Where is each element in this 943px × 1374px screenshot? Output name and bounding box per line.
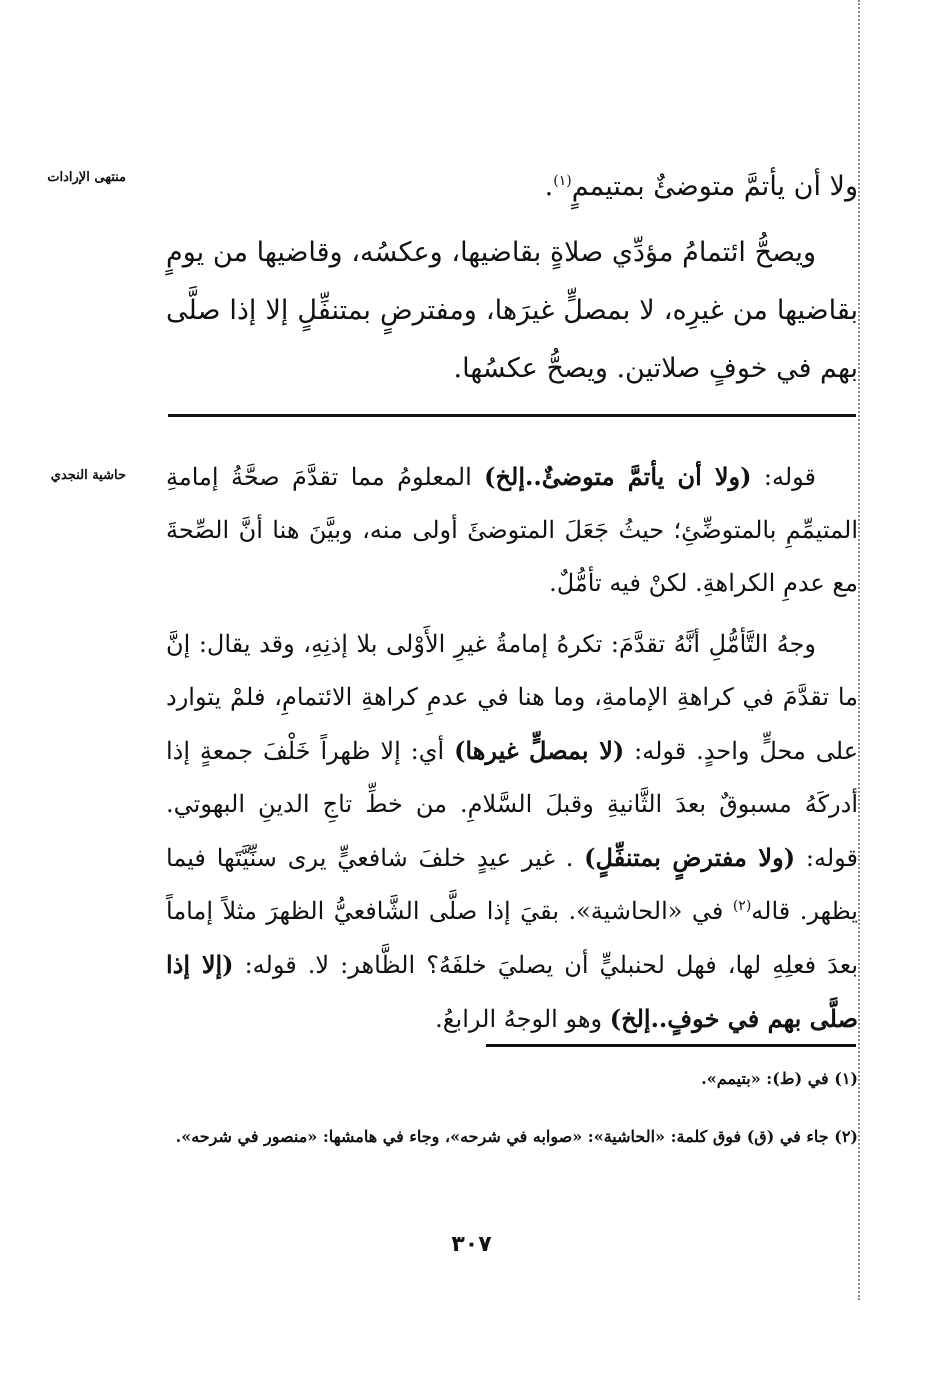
- margin-dotted-line: [858, 0, 860, 1300]
- footnote-ref-1: (١): [553, 173, 572, 189]
- section-divider: [168, 414, 856, 417]
- quoted-phrase: (لا بمصلٍّ غيرها): [454, 736, 625, 765]
- commentary-title-margin-label: حاشية النجدي: [50, 468, 126, 483]
- quoted-phrase: (ولا مفترضٍ بمتنفِّلٍ): [584, 843, 796, 872]
- commentary-text: أي: إلا ظهراً خَلْفَ جمعةٍ إذا أدركَهُ مسبوقٌ بعدَ الثَّانيةِ وقبلَ السَّلامِ. من خطِّ تاجِ الدينِ البهوتي. قوله:: [166, 737, 858, 872]
- footnote-ref-2: (٢): [732, 898, 752, 914]
- main-text-period: .: [544, 171, 554, 202]
- commentary-paragraph-2: [166, 618, 858, 1046]
- footnotes-block: [166, 1050, 858, 1166]
- commentary-block: [166, 450, 858, 1046]
- commentary-paragraph-1: [166, 450, 858, 610]
- book-title-margin-label: منتهى الإرادات: [47, 170, 126, 185]
- page-number: ٣٠٧: [451, 1232, 492, 1257]
- commentary-text: وهو الوجهُ الرابعُ.: [435, 1005, 610, 1033]
- quoted-phrase: (إلا إذا صلَّى بهم في خوفٍ..إلخ): [166, 950, 858, 1033]
- main-text-paragraph-1: [166, 158, 858, 216]
- commentary-text: قوله:: [751, 463, 817, 491]
- main-text-paragraph-2: ويصحُّ ائتمامُ مؤدِّي صلاةٍ بقاضيها، وعكسُه، وقاضيها من يومٍ بقاضيها من غيرِه، لا بمصلٍّ غيرَها، ومفترضٍ بمتنفِّلٍ إلا إذا صلَّى بهم في خوفٍ صلاتين. ويصحُّ عكسُها.: [166, 237, 858, 384]
- main-text-block: [166, 158, 858, 398]
- commentary-text: . غير عيدٍ خلفَ شافعيٍّ يرى سنِّيَّتَها فيما يظهر. قاله: [166, 844, 858, 925]
- footnote-2: (٢) جاء في (ق) فوق كلمة: «الحاشية»: «صوابه في شرحه»، وجاء في هامشها: «منصور في شرحه».: [175, 1127, 858, 1146]
- commentary-text: المعلومُ مما تقدَّمَ صحَّةُ إمامةِ المتيمِّمِ بالمتوضِّئِ؛ حيثُ جَعَلَ المتوضئَ أولى منه، وبيَّنَ هنا أنَّ الصِّحةَ مع عدمِ الكراهةِ. لكنْ فيه تأمُّلٌ.: [166, 463, 858, 597]
- footnote-divider: [486, 1044, 856, 1047]
- quoted-phrase: (ولا أن يأتمَّ متوضئٌ..إلخ): [484, 462, 752, 491]
- main-text-line: ولا أن يأتمَّ متوضئٌ بمتيممٍ: [571, 171, 858, 202]
- commentary-text: في «الحاشية». بقيَ إذا صلَّى الشَّافعيُّ الظهرَ مثلاً إماماً بعدَ فعلِهِ لها، فهل لحنبليٍّ أن يصليَ خلفَهُ؟ الظَّاهر: لا. قوله:: [166, 897, 858, 979]
- footnote-1: (١) في (ط): «بتيمم».: [701, 1069, 858, 1088]
- commentary-text: وجهُ التَّأمُّلِ أنَّهُ تقدَّمَ: تكرهُ إمامةُ غيرِ الأَوْلى بلا إذنِهِ، وقد يقال: إنَّ ما تقدَّمَ في كراهةِ الإمامةِ، وما هنا في عدمِ كراهةِ الائتمامِ، فلمْ يتوارد على محلٍّ واحدٍ. قوله:: [166, 630, 859, 765]
